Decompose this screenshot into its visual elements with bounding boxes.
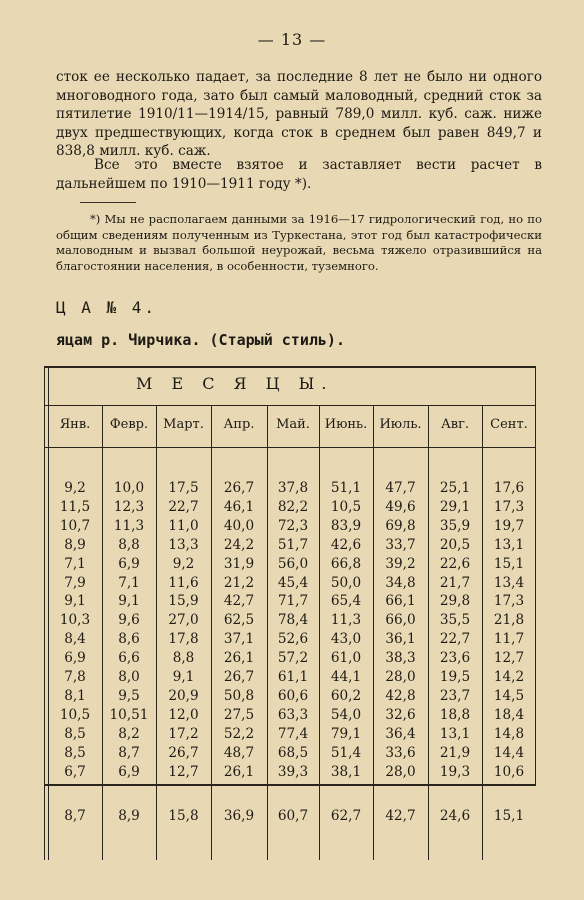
- table-cell: 47,7: [385, 480, 416, 496]
- table-cell: 37,8: [277, 480, 309, 496]
- table-cell: 79,1: [330, 725, 362, 742]
- column-divider: [211, 405, 212, 860]
- averages-divider: [44, 784, 536, 786]
- months-heading: М Е С Я Ц Ы.: [136, 374, 334, 393]
- average-cell: 8,9: [118, 808, 140, 824]
- table-cell: 29,1: [439, 498, 471, 515]
- table-cell: 8,1: [64, 687, 86, 704]
- table-cell: 9,1: [172, 669, 195, 685]
- table-cell: 66,0: [385, 612, 416, 629]
- table-cell: 44,1: [330, 669, 362, 685]
- table-cell: 19,7: [493, 517, 525, 534]
- column-divider: [482, 405, 483, 860]
- table-cell: 24,2: [223, 536, 255, 553]
- average-cell: 8,7: [64, 808, 86, 824]
- table-cell: 8,0: [118, 669, 140, 685]
- table-cell: 21,9: [439, 744, 471, 761]
- table-cell: 8,5: [64, 744, 86, 761]
- column-divider: [267, 405, 268, 860]
- table-cell: 17,6: [493, 480, 525, 496]
- table-cell: 54,0: [330, 706, 362, 723]
- table-cell: 8,5: [64, 725, 86, 742]
- table-cell: 10,5: [330, 498, 362, 515]
- table-cell: 77,4: [277, 725, 309, 742]
- table-cell: 12,7: [168, 763, 199, 780]
- table-top-border: [44, 366, 536, 368]
- table-cell: 7,1: [118, 574, 140, 591]
- table-cell: 65,4: [330, 593, 362, 610]
- table-cell: 23,7: [439, 687, 471, 704]
- table-cell: 57,2: [277, 650, 309, 667]
- month-header: Июль.: [379, 417, 422, 432]
- month-header: Март.: [163, 417, 204, 432]
- column-divider: [319, 405, 320, 860]
- monthly-flow-table: [44, 366, 536, 860]
- table-cell: 10,6: [493, 763, 525, 780]
- column-divider: [156, 405, 157, 860]
- table-cell: 42,8: [385, 687, 416, 704]
- table-cell: 60,2: [330, 687, 362, 704]
- table-cell: 22,7: [439, 631, 471, 648]
- table-cell: 17,3: [493, 498, 525, 515]
- table-cell: 7,9: [64, 574, 86, 591]
- table-cell: 28,0: [385, 669, 416, 685]
- table-cell: 15,9: [168, 593, 199, 610]
- table-cell: 20,5: [439, 536, 471, 553]
- table-cell: 60,6: [277, 687, 309, 704]
- table-cell: 26,1: [223, 650, 255, 667]
- table-cell: 8,9: [64, 536, 86, 553]
- table-cell: 71,7: [277, 593, 309, 610]
- table-cell: 62,5: [223, 612, 255, 629]
- month-header: Май.: [276, 417, 310, 432]
- table-cell: 26,7: [223, 669, 255, 685]
- table-cell: 7,1: [64, 555, 86, 572]
- table-cell: 10,7: [59, 517, 91, 534]
- table-cell: 51,7: [277, 536, 309, 553]
- table-cell: 6,6: [118, 650, 140, 667]
- table-cell: 10,5: [59, 706, 91, 723]
- table-cell: 34,8: [385, 574, 416, 591]
- table-cell: 10,0: [113, 480, 145, 496]
- table-cell: 19,3: [439, 763, 471, 780]
- table-cell: 10,51: [109, 706, 149, 723]
- table-cell: 50,8: [223, 687, 255, 704]
- table-cell: 21,7: [439, 574, 471, 591]
- months-header-divider: [44, 405, 536, 406]
- footnote-text: *) Мы не располагаем данными за 1916—17 гидрологический год, но по общим сведениям полученным из Туркестана, этот год был катастрофически маловодным и вызвал большой неурожай, весьма тяжело отразившийся на благостоянии населения, в особенности, туземного.: [56, 212, 542, 273]
- table-cell: 50,0: [330, 574, 362, 591]
- table-cell: 26,7: [168, 744, 199, 761]
- table-cell: 9,2: [64, 480, 86, 496]
- average-cell: 62,7: [330, 808, 362, 824]
- table-cell: 32,6: [385, 706, 416, 723]
- table-cell: 36,1: [385, 631, 416, 648]
- table-cell: 14,8: [493, 725, 525, 742]
- month-header: Янв.: [59, 417, 91, 432]
- paragraph-1: сток ее несколько падает, за последние 8 лет не было ни одного многоводного года, зато был самый маловодный, средний сток за пятилетие 1910/11—1914/15, равный 789,0 милл. куб. саж. ниже двух предшествующих, когда сток в среднем был равен 849,7 и 838,8 милл. куб. саж.: [56, 69, 542, 159]
- table-cell: 8,2: [118, 725, 140, 742]
- table-cell: 38,3: [385, 650, 416, 667]
- table-cell: 25,1: [439, 480, 471, 496]
- table-cell: 36,4: [385, 725, 416, 742]
- table-cell: 43,0: [330, 631, 362, 648]
- table-cell: 82,2: [277, 498, 309, 515]
- table-cell: 14,2: [493, 669, 525, 685]
- table-cell: 21,8: [493, 612, 525, 629]
- average-cell: 60,7: [277, 808, 309, 824]
- table-caption: яцам р. Чирчика. (Старый стиль).: [56, 331, 345, 349]
- table-cell: 49,6: [385, 498, 416, 515]
- average-cell: 15,1: [493, 808, 525, 824]
- table-cell: 14,4: [493, 744, 525, 761]
- table-cell: 51,4: [330, 744, 362, 761]
- table-cell: 6,9: [118, 555, 140, 572]
- table-cell: 78,4: [277, 612, 309, 629]
- footnote: [56, 212, 542, 274]
- table-cell: 37,1: [223, 631, 255, 648]
- table-cell: 39,2: [385, 555, 416, 572]
- table-cell: 8,6: [118, 631, 140, 648]
- table-cell: 27,5: [223, 706, 255, 723]
- table-cell: 31,9: [223, 555, 255, 572]
- table-cell: 17,3: [493, 593, 525, 610]
- table-cell: 21,2: [223, 574, 255, 591]
- table-cell: 68,5: [277, 744, 309, 761]
- table-cell: 42,7: [223, 593, 255, 610]
- table-cell: 52,6: [277, 631, 309, 648]
- average-cell: 24,6: [439, 808, 471, 824]
- table-cell: 66,1: [385, 593, 416, 610]
- table-cell: 8,4: [64, 631, 86, 648]
- page-number: — 13 —: [257, 30, 327, 49]
- table-cell: 18,8: [439, 706, 471, 723]
- table-cell: 42,6: [330, 536, 362, 553]
- table-cell: 72,3: [277, 517, 309, 534]
- table-cell: 23,6: [439, 650, 471, 667]
- table-cell: 17,8: [168, 631, 199, 648]
- table-cell: 12,7: [493, 650, 525, 667]
- table-cell: 15,1: [493, 555, 525, 572]
- column-divider: [373, 405, 374, 860]
- month-header: Февр.: [109, 417, 149, 432]
- table-cell: 12,3: [113, 498, 145, 515]
- average-cell: 15,8: [168, 808, 199, 824]
- table-cell: 40,0: [223, 517, 255, 534]
- table-cell: 11,0: [168, 517, 199, 534]
- column-divider: [102, 405, 103, 860]
- table-cell: 19,5: [439, 669, 471, 685]
- footnote-divider: [80, 202, 136, 203]
- table-cell: 51,1: [330, 480, 362, 496]
- table-cell: 39,3: [277, 763, 309, 780]
- table-cell: 11,5: [59, 498, 91, 515]
- table-cell: 22,7: [168, 498, 199, 515]
- table-cell: 6,7: [64, 763, 86, 780]
- table-cell: 69,8: [385, 517, 416, 534]
- table-cell: 9,1: [118, 593, 140, 610]
- table-cell: 35,9: [439, 517, 471, 534]
- table-cell: 13,1: [493, 536, 525, 553]
- table-cell: 13,3: [168, 536, 199, 553]
- month-header: Апр.: [223, 417, 255, 432]
- table-cell: 9,2: [172, 555, 195, 572]
- table-cell: 10,3: [59, 612, 91, 629]
- table-cell: 8,8: [172, 650, 195, 667]
- column-header-divider: [44, 447, 536, 448]
- table-cell: 45,4: [277, 574, 309, 591]
- table-cell: 9,6: [118, 612, 140, 629]
- average-cell: 42,7: [385, 808, 416, 824]
- table-cell: 28,0: [385, 763, 416, 780]
- table-cell: 11,3: [330, 612, 362, 629]
- table-cell: 12,0: [168, 706, 199, 723]
- table-cell: 66,8: [330, 555, 362, 572]
- table-cell: 9,5: [118, 687, 140, 704]
- table-cell: 11,6: [168, 574, 199, 591]
- table-cell: 26,7: [223, 480, 255, 496]
- table-cell: 6,9: [118, 763, 140, 780]
- table-cell: 56,0: [277, 555, 309, 572]
- month-header: Июнь.: [324, 417, 368, 432]
- table-cell: 9,1: [64, 593, 86, 610]
- month-header: Авг.: [440, 417, 470, 432]
- average-cell: 36,9: [223, 808, 255, 824]
- table-cell: 29,8: [439, 593, 471, 610]
- table-cell: 17,2: [168, 725, 199, 742]
- month-header: Сент.: [490, 417, 528, 432]
- table-cell: 38,1: [330, 763, 362, 780]
- table-cell: 61,0: [330, 650, 362, 667]
- table-cell: 46,1: [223, 498, 255, 515]
- table-cell: 83,9: [330, 517, 362, 534]
- table-cell: 8,7: [118, 744, 140, 761]
- table-cell: 20,9: [168, 687, 199, 704]
- table-cell: 11,3: [113, 517, 145, 534]
- table-cell: 61,1: [277, 669, 309, 685]
- table-cell: 11,7: [493, 631, 525, 648]
- table-cell: 52,2: [223, 725, 255, 742]
- table-cell: 27,0: [168, 612, 199, 629]
- table-number: Ц А № 4.: [56, 298, 158, 317]
- table-cell: 18,4: [493, 706, 525, 723]
- table-cell: 13,1: [439, 725, 471, 742]
- table-cell: 17,5: [168, 480, 199, 496]
- table-cell: 14,5: [493, 687, 525, 704]
- table-cell: 48,7: [223, 744, 255, 761]
- table-cell: 33,7: [385, 536, 416, 553]
- table-cell: 22,6: [439, 555, 471, 572]
- table-cell: 8,8: [118, 536, 140, 553]
- paragraph-2: Все это вместе взятое и заставляет вести расчет в дальнейшем по 1910—1911 году *).: [56, 157, 542, 192]
- table-cell: 7,8: [64, 669, 86, 685]
- table-cell: 63,3: [277, 706, 309, 723]
- table-cell: 26,1: [223, 763, 255, 780]
- table-cell: 33,6: [385, 744, 416, 761]
- table-cell: 35,5: [439, 612, 471, 629]
- column-divider: [428, 405, 429, 860]
- table-cell: 13,4: [493, 574, 525, 591]
- table-cell: 6,9: [64, 650, 86, 667]
